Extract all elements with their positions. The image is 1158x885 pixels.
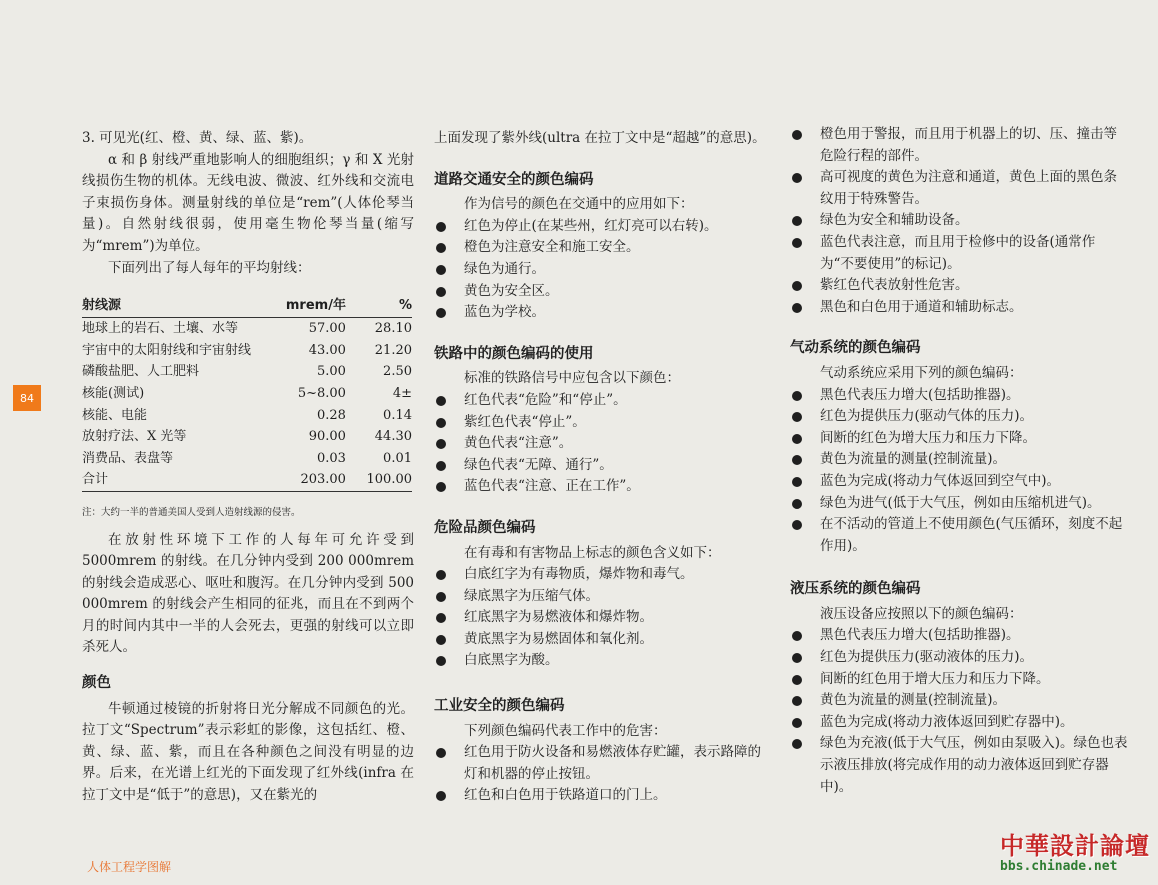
list-item bbox=[790, 733, 1128, 798]
list-item bbox=[790, 232, 1128, 275]
list-item bbox=[434, 586, 772, 608]
bullet-icon bbox=[436, 396, 446, 406]
list-item bbox=[434, 476, 772, 498]
list-item-text: 绿底黑字为压缩气体。 bbox=[464, 587, 599, 604]
table-cell: 28.10 bbox=[374, 321, 412, 337]
section-intro: 标准的铁路信号中应包含以下颜色： bbox=[464, 370, 680, 387]
list-item bbox=[790, 514, 1128, 557]
col3-sections bbox=[790, 318, 1128, 798]
section-intro: 气动系统应采用下列的颜色编码： bbox=[820, 364, 1023, 381]
section-intro: 液压设备应按照以下的颜色编码： bbox=[820, 605, 1023, 622]
table-cell: 0.01 bbox=[383, 450, 412, 466]
list-item bbox=[790, 712, 1128, 734]
bullet-icon bbox=[436, 439, 446, 449]
section-list bbox=[434, 216, 772, 324]
bullet-icon bbox=[792, 675, 802, 685]
bullet-icon bbox=[792, 520, 802, 530]
list-item-text: 绿色代表“无障、通行”。 bbox=[464, 456, 613, 473]
list-item-text: 紫红色代表放射性危害。 bbox=[820, 277, 969, 294]
bullet-icon bbox=[792, 631, 802, 641]
list-item-text: 红色为停止(在某些州，红灯亮可以右转)。 bbox=[464, 217, 718, 234]
bullet-icon bbox=[792, 653, 802, 663]
table-row bbox=[82, 426, 412, 448]
list-item-text: 黑色代表压力增大(包括助推器)。 bbox=[820, 386, 1020, 403]
table-cell: 100.00 bbox=[360, 469, 412, 491]
table-note: 注：大约一半的普通美国人受到人造射线源的侵害。 bbox=[82, 506, 301, 518]
bullet-icon bbox=[436, 613, 446, 623]
list-item-text: 蓝色代表“注意、正在工作”。 bbox=[464, 478, 640, 495]
list-item-text: 紫红色代表“停止”。 bbox=[464, 413, 586, 430]
section-heading: 危险品颜色编码 bbox=[434, 519, 536, 536]
table-row-total bbox=[82, 469, 412, 491]
list-item bbox=[790, 124, 1128, 167]
list-item-text: 间断的红色用于增大压力和压力下降。 bbox=[820, 670, 1050, 687]
list-item bbox=[434, 412, 772, 434]
table-header-source: 射线源 bbox=[82, 295, 275, 318]
list-item-text: 红色为提供压力(驱动气体的压力)。 bbox=[820, 408, 1034, 425]
table-cell: 宇宙中的太阳射线和宇宙射线 bbox=[82, 342, 252, 358]
list-item bbox=[790, 275, 1128, 297]
list-item-text: 黄底黑字为易燃固体和氧化剂。 bbox=[464, 630, 653, 647]
list-item-text: 黄色代表“注意”。 bbox=[464, 435, 573, 452]
list-item-text: 蓝色代表注意，而且用于检修中的设备(通常作为“不要使用”的标记)。 bbox=[820, 233, 1096, 272]
bullet-icon bbox=[792, 173, 802, 183]
table-cell: 203.00 bbox=[275, 469, 360, 491]
list-item bbox=[434, 785, 772, 807]
bullet-icon bbox=[436, 592, 446, 602]
list-item bbox=[790, 449, 1128, 471]
table-cell: 合计 bbox=[82, 469, 275, 491]
page-number-tab: 84 bbox=[13, 385, 41, 411]
section-list bbox=[434, 742, 772, 807]
watermark-title: 中華設計論壇 bbox=[1000, 831, 1150, 860]
column-3 bbox=[790, 124, 1128, 885]
table-cell: 57.00 bbox=[308, 321, 346, 337]
list-item-text: 黄色为流量的测量(控制流量)。 bbox=[820, 451, 1007, 468]
section-list bbox=[434, 390, 772, 498]
list-item bbox=[790, 690, 1128, 712]
table-cell: 放射疗法、X 光等 bbox=[82, 429, 187, 445]
bullet-icon bbox=[792, 434, 802, 444]
paragraph-ultraviolet: 上面发现了紫外线(ultra 在拉丁文中是“超越”的意思)。 bbox=[434, 130, 766, 146]
list-item-text: 绿色为充液(低于大气压，例如由泵吸入)。绿色也表示液压排放(将完成作用的动力液体返回到贮存器中)。 bbox=[820, 735, 1128, 795]
list-item bbox=[790, 493, 1128, 515]
table-row bbox=[82, 318, 412, 340]
list-item bbox=[790, 406, 1128, 428]
table-row bbox=[82, 405, 412, 427]
table-header-mrem: mrem/年 bbox=[275, 295, 360, 318]
col3-top-list bbox=[790, 124, 1128, 318]
bullet-icon bbox=[436, 222, 446, 232]
list-item bbox=[434, 433, 772, 455]
section-intro: 作为信号的颜色在交通中的应用如下： bbox=[464, 196, 694, 213]
bullet-icon bbox=[792, 477, 802, 487]
paragraph-radiation: α 和 β 射线严重地影响人的细胞组织；γ 和 X 光射线损伤生物的机体。无线电波、微波、红外线和交流电子束损伤身体。测量射线的单位是“rem”(人体伦琴当量)。自然射线很弱，使用毫生物伦琴当量(缩写为“mrem”)为单位。 bbox=[82, 151, 414, 254]
column-1 bbox=[82, 128, 414, 885]
table-cell: 0.14 bbox=[383, 407, 412, 423]
list-item-text: 红色为提供压力(驱动液体的压力)。 bbox=[820, 649, 1034, 666]
table-cell: 4± bbox=[392, 385, 412, 401]
bullet-icon bbox=[436, 308, 446, 318]
watermark-url: bbs.chinade.net bbox=[1000, 859, 1118, 874]
list-item bbox=[790, 385, 1128, 407]
list-item-text: 绿色为进气(低于大气压，例如由压缩机进气)。 bbox=[820, 494, 1101, 511]
paragraph-exposure: 在放射性环境下工作的人每年可允许受到 5000mrem 的射线。在几分钟内受到 200 000mrem 的射线会造成恶心、呕吐和腹泻。在几分钟内受到 500 000mrem 的射线会产生相同的征兆，而且在不到两个月的时间内其中一半的人会死去，更强的射线可以立即杀死人。 bbox=[82, 531, 414, 656]
bullet-icon bbox=[436, 570, 446, 580]
table-cell: 核能(测试) bbox=[82, 385, 145, 401]
bullet-icon bbox=[436, 243, 446, 253]
bullet-icon bbox=[792, 455, 802, 465]
list-item bbox=[790, 669, 1128, 691]
radiation-table bbox=[82, 295, 412, 492]
list-item bbox=[434, 650, 772, 672]
bullet-icon bbox=[792, 718, 802, 728]
list-item bbox=[434, 629, 772, 651]
table-row bbox=[82, 383, 412, 405]
list-item-text: 蓝色为完成(将动力液体返回到贮存器中)。 bbox=[820, 713, 1074, 730]
list-item-text: 间断的红色为增大压力和压力下降。 bbox=[820, 429, 1036, 446]
table-cell: 2.50 bbox=[383, 364, 412, 380]
list-item-text: 黑色代表压力增大(包括助推器)。 bbox=[820, 627, 1020, 644]
table-cell: 21.20 bbox=[374, 342, 412, 358]
bullet-icon bbox=[792, 130, 802, 140]
bullet-icon bbox=[436, 656, 446, 666]
paragraph-newton: 牛顿通过棱镜的折射将日光分解成不同颜色的光。拉丁文“Spectrum”表示彩虹的影像，这包括红、橙、黄、绿、蓝、紫，而且在各种颜色之间没有明显的边界。后来，在光谱上红光的下面发现了红外线(infra 在拉丁文中是“低于”的意思)，又在紫光的 bbox=[82, 700, 414, 804]
paragraph-table-intro: 下面列出了每人每年的平均射线： bbox=[108, 259, 311, 276]
list-item bbox=[434, 455, 772, 477]
list-item bbox=[434, 564, 772, 586]
section-list bbox=[790, 385, 1128, 558]
section-heading: 铁路中的颜色编码的使用 bbox=[434, 345, 594, 362]
list-item-text: 红底黑字为易燃液体和爆炸物。 bbox=[464, 609, 653, 626]
section-intro: 在有毒和有害物品上标志的颜色含义如下： bbox=[464, 544, 721, 561]
list-item-text: 在不活动的管道上不使用颜色(气压循环，刻度不起作用)。 bbox=[820, 516, 1123, 554]
list-item-text: 白底黑字为酸。 bbox=[464, 652, 559, 669]
section-heading: 气动系统的颜色编码 bbox=[790, 340, 921, 357]
list-item bbox=[790, 471, 1128, 493]
bullet-icon bbox=[792, 412, 802, 422]
section-heading: 液压系统的颜色编码 bbox=[790, 581, 921, 598]
list-item-text: 白底红字为有毒物质，爆炸物和毒气。 bbox=[464, 566, 694, 583]
list-item-text: 绿色为通行。 bbox=[464, 260, 545, 277]
list-item-text: 黑色和白色用于通道和辅助标志。 bbox=[820, 298, 1023, 315]
list-item-text: 蓝色为完成(将动力气体返回到空气中)。 bbox=[820, 472, 1061, 489]
table-cell: 0.28 bbox=[317, 407, 346, 423]
table-row bbox=[82, 361, 412, 383]
list-item-text: 红色代表“危险”和“停止”。 bbox=[464, 391, 627, 408]
list-item-text: 高可视度的黄色为注意和通道，黄色上面的黑色条纹用于特殊警告。 bbox=[820, 169, 1117, 207]
table-header-percent: % bbox=[360, 295, 412, 318]
list-item bbox=[434, 390, 772, 412]
col2-sections bbox=[434, 150, 772, 807]
list-item-text: 橙色为注意安全和施工安全。 bbox=[464, 239, 640, 256]
bullet-icon bbox=[792, 281, 802, 291]
bullet-icon bbox=[792, 238, 802, 248]
table-header-row bbox=[82, 295, 412, 318]
list-item-text: 红色用于防火设备和易燃液体存贮罐，表示路障的灯和机器的停止按钮。 bbox=[464, 744, 761, 782]
table-row bbox=[82, 340, 412, 362]
bullet-icon bbox=[792, 391, 802, 401]
bullet-icon bbox=[436, 287, 446, 297]
list-item bbox=[434, 237, 772, 259]
heading-color: 颜色 bbox=[82, 675, 111, 692]
list-item-text: 绿色为安全和辅助设备。 bbox=[820, 212, 969, 229]
bullet-icon bbox=[792, 216, 802, 226]
bullet-icon bbox=[792, 696, 802, 706]
table-cell: 43.00 bbox=[308, 342, 346, 358]
section-list bbox=[434, 564, 772, 672]
list-item bbox=[434, 302, 772, 324]
list-item-text: 蓝色为学校。 bbox=[464, 304, 545, 321]
table-cell: 磷酸盐肥、人工肥料 bbox=[82, 364, 200, 380]
list-item bbox=[790, 167, 1128, 210]
list-item bbox=[434, 742, 772, 785]
list-item-text: 黄色为流量的测量(控制流量)。 bbox=[820, 692, 1007, 709]
bullet-icon bbox=[436, 791, 446, 801]
list-item bbox=[434, 259, 772, 281]
table-cell: 5.00 bbox=[317, 364, 346, 380]
bullet-icon bbox=[792, 739, 802, 749]
heading-visible-light: 3. 可见光(红、橙、黄、绿、蓝、紫)。 bbox=[82, 130, 313, 146]
list-item bbox=[434, 281, 772, 303]
bullet-icon bbox=[436, 482, 446, 492]
list-item bbox=[790, 428, 1128, 450]
bullet-icon bbox=[792, 499, 802, 509]
section-heading: 工业安全的颜色编码 bbox=[434, 698, 565, 715]
bullet-icon bbox=[436, 418, 446, 428]
list-item bbox=[790, 210, 1128, 232]
section-heading: 道路交通安全的颜色编码 bbox=[434, 171, 594, 188]
bullet-icon bbox=[436, 461, 446, 471]
bullet-icon bbox=[436, 635, 446, 645]
list-item bbox=[434, 607, 772, 629]
table-row bbox=[82, 448, 412, 470]
list-item bbox=[790, 297, 1128, 319]
table-cell: 90.00 bbox=[308, 429, 346, 445]
list-item-text: 橙色用于警报，而且用于机器上的切、压、撞击等危险行程的部件。 bbox=[820, 126, 1117, 164]
list-item bbox=[434, 216, 772, 238]
table-cell: 0.03 bbox=[317, 450, 346, 466]
watermark-logo bbox=[1000, 826, 1150, 880]
table-cell: 消费品、表盘等 bbox=[82, 450, 174, 466]
bullet-icon bbox=[792, 303, 802, 313]
table-cell: 地球上的岩石、土壤、水等 bbox=[82, 321, 239, 337]
table-cell: 核能、电能 bbox=[82, 407, 148, 423]
section-intro: 下列颜色编码代表工作中的危害： bbox=[464, 722, 667, 739]
list-item bbox=[790, 625, 1128, 647]
book-footer-title: 人体工程学图解 bbox=[87, 860, 172, 874]
bullet-icon bbox=[436, 748, 446, 758]
bullet-icon bbox=[436, 265, 446, 275]
section-list bbox=[790, 625, 1128, 798]
list-item bbox=[790, 647, 1128, 669]
list-item-text: 红色和白色用于铁路道口的门上。 bbox=[464, 787, 667, 804]
table-cell: 5~8.00 bbox=[297, 385, 346, 401]
table-cell: 44.30 bbox=[374, 429, 412, 445]
column-2 bbox=[434, 128, 772, 885]
list-item-text: 黄色为安全区。 bbox=[464, 282, 559, 299]
